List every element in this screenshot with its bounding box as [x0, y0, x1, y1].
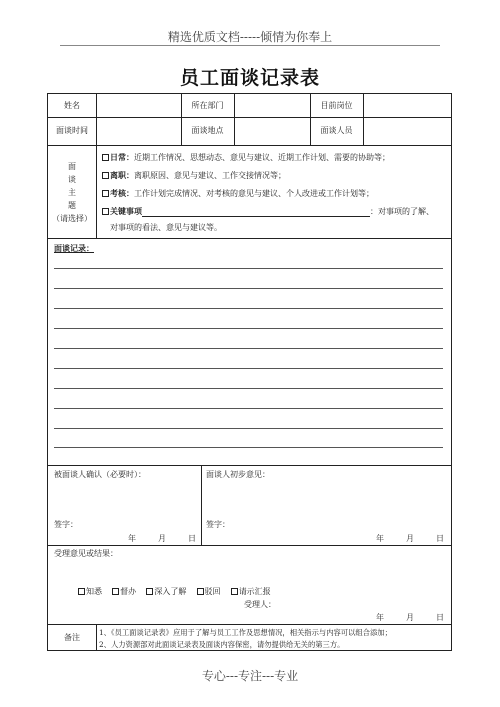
- record-line: [54, 428, 443, 429]
- interview-place-label: 面谈地点: [191, 126, 224, 135]
- date-day: 日: [436, 613, 444, 622]
- option-desc: ：对事项的了解、: [370, 207, 434, 216]
- topic-label-note: （请选择）: [52, 214, 92, 223]
- col-divider: [96, 145, 97, 238]
- date-year: 年: [376, 534, 384, 543]
- record-line: [54, 288, 443, 289]
- choice-label: 请示汇报: [238, 587, 271, 596]
- checkbox[interactable]: [231, 588, 238, 595]
- topic-option-resign[interactable]: [102, 170, 286, 181]
- checkbox-review[interactable]: [102, 190, 109, 197]
- interviewer-field[interactable]: [364, 118, 451, 145]
- choice-escalate[interactable]: [231, 587, 271, 596]
- topic-option-key-matter[interactable]: [102, 206, 434, 217]
- row-divider: [48, 145, 451, 146]
- option-name: 关键事项: [110, 206, 142, 216]
- result-choices: [78, 587, 271, 597]
- option-name: 考核：: [110, 188, 134, 198]
- interviewer-label: 面谈人员: [320, 126, 353, 135]
- remarks-line-2: 2、人力资源部对此面谈记录表及面谈内容保密，请勿提供给无关的第三方。: [99, 640, 345, 649]
- header-divider: [60, 45, 440, 46]
- page-title: 员工面谈记录表: [179, 67, 320, 89]
- option-desc: 工作计划完成情况、对考核的意见与建议、个人改进或工作计划等；: [134, 189, 374, 198]
- interviewee-sign-label: 签字：: [54, 520, 78, 529]
- interview-place-field[interactable]: [235, 118, 310, 145]
- record-line: [54, 368, 443, 369]
- option-name: 日常：: [110, 152, 134, 162]
- choice-acknowledged[interactable]: [78, 587, 102, 596]
- topic-option-review[interactable]: [102, 188, 374, 199]
- record-line: [54, 348, 443, 349]
- interview-time-field[interactable]: [97, 118, 181, 145]
- choice-label: 驳回: [204, 587, 221, 596]
- topic-label-char: 面: [68, 162, 76, 171]
- choice-reject[interactable]: [197, 587, 221, 596]
- date-month: 月: [406, 613, 414, 622]
- department-label: 所在部门: [191, 101, 224, 110]
- option-desc-continued: 对事项的看法、意见与建议等。: [110, 223, 222, 232]
- option-desc: 近期工作情况、思想动态、意见与建议、近期工作计划、需要的协助等；: [134, 153, 390, 162]
- checkbox[interactable]: [112, 588, 119, 595]
- name-label: 姓名: [64, 101, 80, 110]
- row-divider: [48, 465, 451, 466]
- choice-label: 督办: [120, 587, 137, 596]
- topic-label-char: 主: [68, 188, 76, 197]
- date-day: 日: [188, 534, 196, 543]
- handler-label: 受理人：: [244, 600, 276, 609]
- row-divider: [48, 238, 451, 239]
- topic-option-daily[interactable]: [102, 152, 390, 163]
- option-name: 离职：: [110, 170, 134, 180]
- interview-form: [47, 93, 452, 651]
- record-line: [54, 268, 443, 269]
- topic-label-char: 谈: [68, 175, 76, 184]
- record-label: 面谈记录：: [54, 243, 94, 253]
- key-matter-blank[interactable]: [142, 208, 370, 217]
- option-desc: 离职原因、意见与建议、工作交接情况等；: [134, 171, 286, 180]
- date-year: 年: [376, 613, 384, 622]
- choice-investigate[interactable]: [146, 587, 186, 596]
- record-line: [54, 328, 443, 329]
- position-field[interactable]: [364, 94, 451, 117]
- checkbox[interactable]: [78, 588, 85, 595]
- interviewee-confirm-label: 被面谈人确认（必要时）：: [54, 470, 146, 479]
- checkbox-key-matter[interactable]: [102, 208, 109, 215]
- page-header: 精选优质文档-----倾情为你奉上: [167, 30, 333, 44]
- row-divider: [48, 624, 451, 625]
- date-day: 日: [436, 534, 444, 543]
- checkbox[interactable]: [146, 588, 153, 595]
- topic-label-char: 题: [68, 201, 76, 210]
- interviewer-opinion-label: 面谈人初步意见：: [206, 470, 270, 479]
- record-area[interactable]: [48, 254, 451, 459]
- checkbox-resign[interactable]: [102, 172, 109, 179]
- checkbox-daily[interactable]: [102, 154, 109, 161]
- choice-supervise[interactable]: [112, 587, 136, 596]
- page-footer: 专心---专注---专业: [201, 669, 299, 683]
- date-month: 月: [158, 534, 166, 543]
- checkbox[interactable]: [197, 588, 204, 595]
- department-field[interactable]: [235, 94, 310, 117]
- record-line: [54, 408, 443, 409]
- interviewer-sign-label: 签字：: [206, 520, 230, 529]
- date-year: 年: [128, 534, 136, 543]
- col-divider: [201, 465, 202, 545]
- row-divider: [48, 545, 451, 546]
- name-field[interactable]: [97, 94, 181, 117]
- record-line: [54, 308, 443, 309]
- position-label: 目前岗位: [320, 101, 353, 110]
- remarks-label: 备注: [64, 633, 80, 642]
- choice-label: 知悉: [86, 587, 102, 596]
- col-divider: [96, 624, 97, 651]
- choice-label: 深入了解: [154, 587, 187, 596]
- date-month: 月: [406, 534, 414, 543]
- record-line: [54, 388, 443, 389]
- remarks-line-1: 1、《员工面谈记录表》应用于了解与员工工作及思想情况，相关指示与内容可以组合添加；: [99, 628, 392, 637]
- interview-time-label: 面谈时间: [56, 126, 88, 135]
- record-line: [54, 447, 443, 448]
- result-label: 受理意见或结果：: [54, 549, 118, 558]
